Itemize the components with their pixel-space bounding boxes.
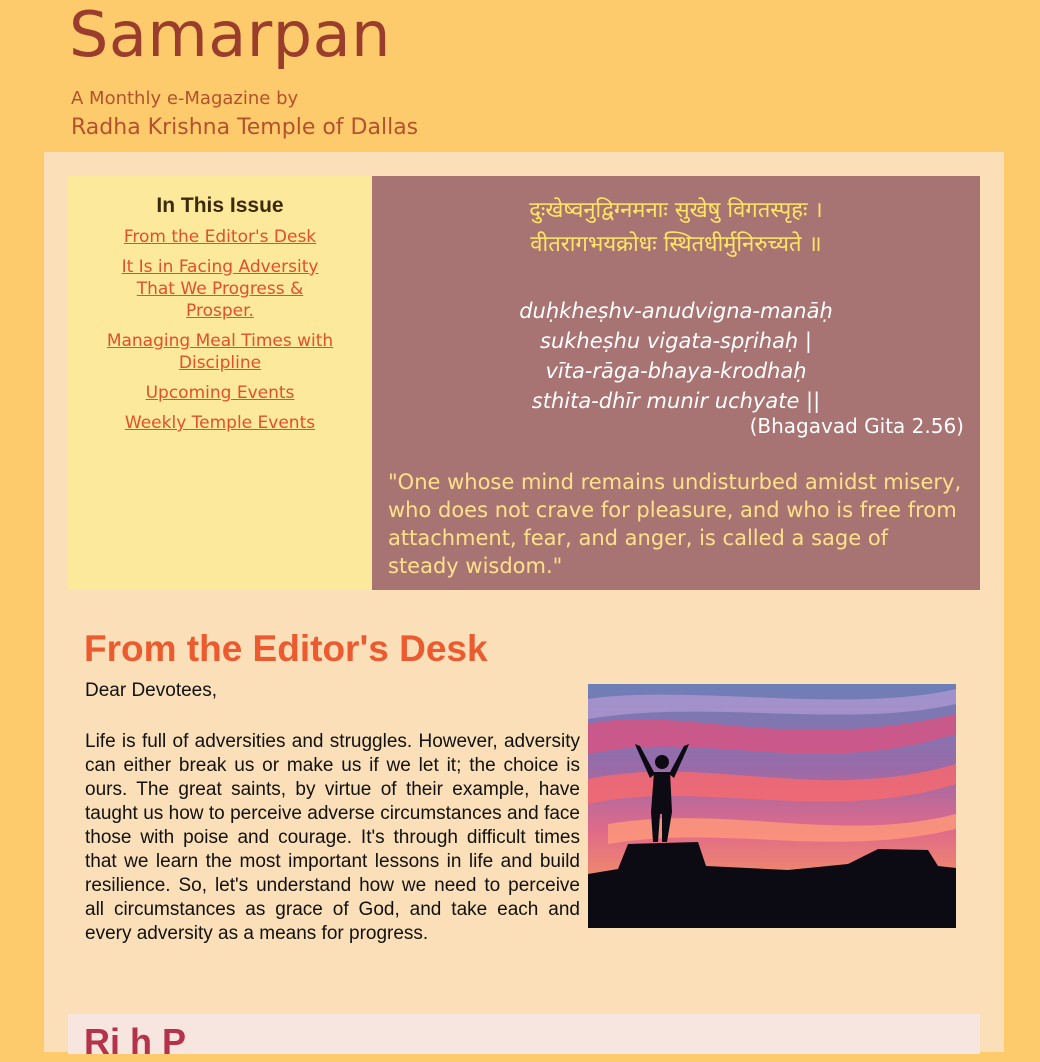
editor-body: Life is full of adversities and struggles. However, adversity can either break us or make us if we let it; the choice is ours. The great saints, by virtue of their example, have taught us how to perceive adverse circumstances and face those with poise and courage. It's through difficult times that we learn the most important lessons in life and build resilience. So, let's understand how we need to perceive all circumstances as grace of God, and take each and every adversity as a means for progress. bbox=[85, 731, 580, 944]
toc-link-upcoming-events[interactable]: Upcoming Events bbox=[145, 383, 295, 403]
toc-link-meal-times[interactable]: Managing Meal Times with Discipline bbox=[106, 331, 334, 373]
toc-heading: In This Issue bbox=[156, 194, 284, 217]
next-article-box bbox=[68, 1014, 980, 1062]
transliteration bbox=[372, 296, 980, 416]
toc-link-weekly-events[interactable]: Weekly Temple Events bbox=[124, 413, 316, 433]
next-article-title: Ri h P bbox=[84, 1021, 187, 1062]
verse-box bbox=[372, 176, 980, 590]
in-this-issue-box bbox=[68, 176, 372, 590]
verse-source: (Bhagavad Gita 2.56) bbox=[749, 414, 964, 438]
sunset-photo bbox=[588, 684, 956, 928]
sanskrit-line-2: वीतरागभयक्रोधः स्थितधीर्मुनिरुच्यते ॥ bbox=[530, 232, 822, 257]
sanskrit-line-1: दुःखेष्वनुद्विग्नमनाः सुखेषु विगतस्पृहः । bbox=[529, 198, 823, 223]
section-heading: From the Editor's Desk bbox=[84, 628, 488, 669]
toc-link-facing-adversity[interactable]: It Is in Facing Adversity That We Progress & Prosper. bbox=[121, 257, 319, 321]
verse-translation: "One whose mind remains undisturbed amidst misery, who does not crave for pleasure, and who is free from attachment, fear, and anger, is called a sage of steady wisdom." bbox=[388, 470, 962, 578]
magazine-title: Samarpan bbox=[69, 0, 391, 71]
sanskrit-verse bbox=[372, 194, 980, 262]
toc-link-editors-desk[interactable]: From the Editor's Desk bbox=[123, 227, 317, 247]
publisher-name: Radha Krishna Temple of Dallas bbox=[71, 115, 419, 140]
magazine-subtitle: A Monthly e-Magazine by bbox=[71, 88, 299, 109]
translit-line-3: vīta-rāga-bhaya-krodhaḥ bbox=[545, 359, 807, 383]
translit-line-1: duḥkheṣhv-anudvigna-manāḥ bbox=[519, 299, 833, 323]
masthead bbox=[71, 0, 418, 140]
translit-line-2: sukheṣhu vigata-spṛihaḥ | bbox=[540, 329, 812, 353]
translit-line-4: sthita-dhīr munir uchyate || bbox=[531, 389, 821, 413]
greeting: Dear Devotees, bbox=[85, 680, 218, 701]
silhouette-sunset-image bbox=[588, 684, 956, 928]
